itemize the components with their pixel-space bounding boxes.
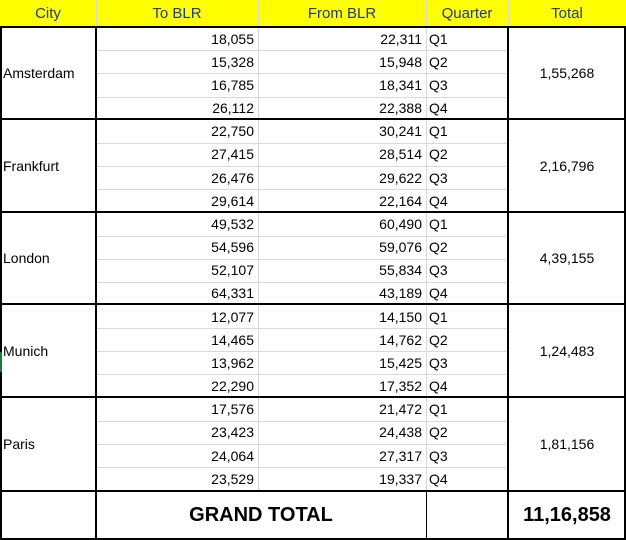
quarter-cell[interactable]: Q2 bbox=[429, 239, 448, 256]
quarter-cell[interactable]: Q3 bbox=[429, 262, 448, 279]
gridline bbox=[96, 421, 508, 422]
city-total-cell[interactable]: 1,81,156 bbox=[539, 435, 595, 452]
gridline bbox=[96, 50, 508, 51]
gridline bbox=[96, 351, 508, 352]
header-from-blr[interactable]: From BLR bbox=[258, 0, 426, 27]
gridline bbox=[96, 166, 508, 167]
quarter-cell[interactable]: Q1 bbox=[429, 401, 448, 418]
from-blr-cell[interactable]: 60,490 bbox=[379, 215, 422, 232]
gridline bbox=[96, 259, 508, 260]
header-quarter[interactable]: Quarter bbox=[426, 0, 508, 27]
gridline bbox=[96, 73, 508, 74]
from-blr-cell[interactable]: 22,164 bbox=[379, 192, 422, 209]
from-blr-cell[interactable]: 43,189 bbox=[379, 285, 422, 302]
quarter-cell[interactable]: Q4 bbox=[429, 378, 448, 394]
to-blr-cell[interactable]: 23,529 bbox=[211, 471, 254, 488]
from-blr-cell[interactable]: 14,150 bbox=[379, 308, 422, 325]
table-border bbox=[0, 396, 626, 398]
table-border bbox=[507, 26, 509, 540]
to-blr-cell[interactable]: 13,962 bbox=[211, 354, 254, 371]
to-blr-cell[interactable]: 54,596 bbox=[211, 239, 254, 256]
quarter-cell[interactable]: Q2 bbox=[429, 53, 448, 70]
table-border bbox=[0, 303, 626, 305]
to-blr-cell[interactable]: 24,064 bbox=[211, 447, 254, 464]
from-blr-cell[interactable]: 22,311 bbox=[380, 30, 422, 47]
to-blr-cell[interactable]: 29,614 bbox=[211, 192, 254, 209]
to-blr-cell[interactable]: 12,077 bbox=[211, 308, 254, 325]
gridline bbox=[96, 236, 508, 237]
to-blr-cell[interactable]: 14,465 bbox=[211, 331, 254, 348]
from-blr-cell[interactable]: 15,425 bbox=[379, 354, 422, 371]
city-total-cell[interactable]: 4,39,155 bbox=[539, 250, 595, 267]
grand-total-label: GRAND TOTAL bbox=[189, 504, 333, 526]
quarter-cell[interactable]: Q2 bbox=[429, 424, 448, 441]
to-blr-cell[interactable]: 64,331 bbox=[211, 285, 254, 302]
table-border bbox=[0, 211, 626, 213]
table-border bbox=[0, 26, 2, 540]
gridline bbox=[96, 374, 508, 375]
to-blr-cell[interactable]: 22,290 bbox=[211, 378, 254, 394]
gridline bbox=[508, 0, 509, 27]
city-name-cell[interactable]: Frankfurt bbox=[3, 157, 60, 174]
from-blr-cell[interactable]: 55,834 bbox=[379, 262, 422, 279]
from-blr-cell[interactable]: 21,472 bbox=[379, 401, 422, 418]
quarter-cell[interactable]: Q2 bbox=[429, 331, 448, 348]
quarter-cell[interactable]: Q4 bbox=[429, 471, 448, 488]
from-blr-cell[interactable]: 17,352 bbox=[379, 378, 422, 394]
gridline bbox=[258, 27, 259, 491]
city-total-cell[interactable]: 1,55,268 bbox=[539, 65, 595, 82]
to-blr-cell[interactable]: 49,532 bbox=[211, 215, 254, 232]
city-name-cell[interactable]: Paris bbox=[3, 435, 35, 452]
to-blr-cell[interactable]: 16,785 bbox=[211, 76, 254, 93]
quarter-cell[interactable]: Q4 bbox=[429, 100, 448, 117]
to-blr-cell[interactable]: 26,112 bbox=[212, 100, 254, 117]
gridline bbox=[96, 97, 508, 98]
from-blr-cell[interactable]: 28,514 bbox=[379, 146, 422, 163]
to-blr-cell[interactable]: 27,415 bbox=[211, 146, 254, 163]
quarter-cell[interactable]: Q3 bbox=[429, 354, 448, 371]
gridline bbox=[96, 189, 508, 190]
to-blr-cell[interactable]: 52,107 bbox=[211, 262, 254, 279]
header-city[interactable]: City bbox=[0, 0, 96, 27]
quarter-cell[interactable]: Q3 bbox=[429, 169, 448, 186]
gridline bbox=[96, 0, 97, 27]
table-border bbox=[0, 26, 626, 28]
city-name-cell[interactable]: Amsterdam bbox=[3, 65, 75, 82]
quarter-cell[interactable]: Q1 bbox=[429, 308, 448, 325]
table-border bbox=[0, 118, 626, 120]
to-blr-cell[interactable]: 26,476 bbox=[211, 169, 254, 186]
city-total-cell[interactable]: 1,24,483 bbox=[539, 343, 595, 360]
quarter-cell[interactable]: Q3 bbox=[429, 447, 448, 464]
to-blr-cell[interactable]: 17,576 bbox=[211, 401, 254, 418]
quarter-cell[interactable]: Q1 bbox=[429, 30, 448, 47]
header-to-blr[interactable]: To BLR bbox=[96, 0, 258, 27]
from-blr-cell[interactable]: 15,948 bbox=[379, 53, 422, 70]
quarter-cell[interactable]: Q1 bbox=[429, 123, 448, 140]
table-border bbox=[95, 26, 97, 540]
from-blr-cell[interactable]: 30,241 bbox=[379, 123, 422, 140]
gridline bbox=[426, 0, 427, 27]
to-blr-cell[interactable]: 22,750 bbox=[211, 123, 254, 140]
gridline bbox=[96, 444, 508, 445]
from-blr-cell[interactable]: 18,341 bbox=[379, 76, 422, 93]
city-name-cell[interactable]: London bbox=[3, 250, 50, 267]
header-total[interactable]: Total bbox=[508, 0, 626, 27]
from-blr-cell[interactable]: 27,317 bbox=[379, 447, 422, 464]
table-border bbox=[426, 491, 427, 540]
from-blr-cell[interactable]: 59,076 bbox=[379, 239, 422, 256]
quarter-cell[interactable]: Q2 bbox=[429, 146, 448, 163]
grand-total-value: 11,16,858 bbox=[523, 504, 611, 526]
to-blr-cell[interactable]: 15,328 bbox=[211, 53, 254, 70]
quarter-cell[interactable]: Q4 bbox=[429, 285, 448, 302]
from-blr-cell[interactable]: 14,762 bbox=[379, 331, 422, 348]
gridline bbox=[96, 143, 508, 144]
gridline bbox=[258, 0, 259, 27]
gridline bbox=[96, 328, 508, 329]
quarter-cell[interactable]: Q1 bbox=[429, 215, 448, 232]
quarter-cell[interactable]: Q4 bbox=[429, 192, 448, 209]
from-blr-cell[interactable]: 29,622 bbox=[379, 169, 422, 186]
to-blr-cell[interactable]: 23,423 bbox=[211, 424, 254, 441]
city-name-cell[interactable]: Munich bbox=[3, 343, 49, 360]
city-total-cell[interactable]: 2,16,796 bbox=[539, 157, 595, 174]
from-blr-cell[interactable]: 22,388 bbox=[379, 100, 422, 117]
quarter-cell[interactable]: Q3 bbox=[429, 76, 448, 93]
row-selection-marker bbox=[0, 352, 2, 372]
from-blr-cell[interactable]: 19,337 bbox=[379, 471, 422, 488]
from-blr-cell[interactable]: 24,438 bbox=[379, 424, 422, 441]
gridline bbox=[96, 282, 508, 283]
table-border bbox=[0, 490, 626, 492]
gridline bbox=[96, 467, 508, 468]
gridline bbox=[426, 27, 427, 491]
to-blr-cell[interactable]: 18,055 bbox=[211, 30, 254, 47]
